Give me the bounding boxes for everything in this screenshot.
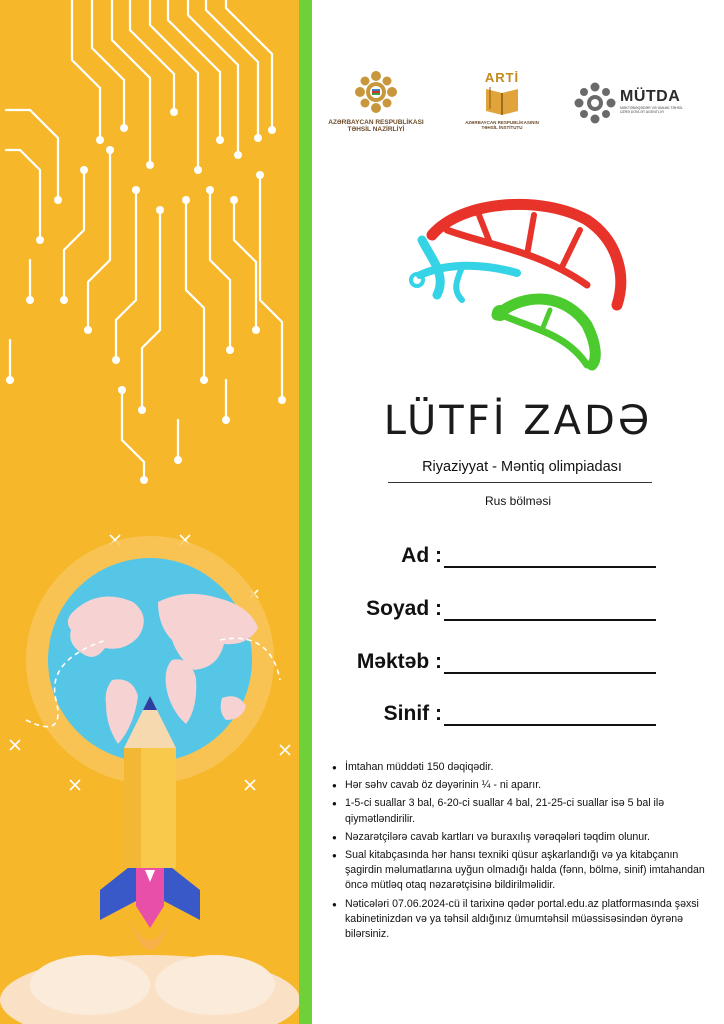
school-field[interactable] [312,650,724,680]
logos-row [312,70,724,150]
mutda-emblem-icon [574,82,616,124]
ministry-line1: AZƏRBAYCAN RESPUBLİKASI [328,119,424,126]
rule-item: ● Nəticələri 07.06.2024-cü il tarixinə qədər portal.edu.az platformasında şəxsi kabinetinizdən və ya təhsil aldığınız ümumtəhsil müəssisəsindən öyrənə bilərsiniz. [332,897,712,943]
name-label: Ad : [401,544,442,567]
rule-item: ● Hər səhv cavab öz dəyərinin ¼ - ni aparır. [332,778,712,793]
arti-line1: AZƏRBAYCAN RESPUBLİKASININ [465,120,539,125]
rule-item: ● İmtahan müddəti 150 dəqiqədir. [332,760,712,775]
school-line[interactable] [444,672,656,674]
arti-name: ARTİ [484,70,520,85]
circuit-nodes [6,108,286,484]
mutda-line2: ÜZRƏ DÖVLƏT AGENTLİYİ [620,110,665,114]
surname-label: Soyad : [366,597,442,620]
accent-bar [299,0,312,1024]
exam-rules-list [332,760,712,945]
arti-line2: TƏHSİL İNSTİTUTU [481,125,523,130]
ministry-line2: TƏHSİL NAZİRLİYİ [347,126,405,133]
cover-page [312,0,724,1024]
name-field[interactable] [312,544,724,574]
surname-line[interactable] [444,619,656,621]
rule-item: ● Sual kitabçasında hər hansı texniki qüsur aşkarlandığı və ya kitabçanın şagirdin məlumatlarına uyğun olmadığı halda (fənn, bölmə, sinif) imtahandan öncə mütləq otaq nəzarətçisinə bildirilməlidir. [332,848,712,894]
circuit-illustration [0,0,299,1024]
surname-field[interactable] [312,597,724,627]
rule-item: ● Nəzarətçilərə cavab kartları və buraxılış vərəqələri təqdim olunur. [332,830,712,845]
book-icon [482,85,522,115]
grade-field[interactable] [312,702,724,732]
grade-line[interactable] [444,724,656,726]
ministry-emblem-icon [354,70,398,114]
school-label: Məktəb : [356,650,442,673]
page-title: LÜTFİ ZADƏ [383,398,653,444]
page-subtitle: Riyaziyyat - Məntiq olimpiadası [422,459,622,475]
brain-leaf-logo-icon [312,185,724,385]
grade-label: Sinif : [383,702,442,725]
mutda-line1: MƏKTƏBƏQƏDƏR VƏ ÜMUMİ TƏHSİL [620,106,683,110]
section-label: Rus bölməsi [484,494,552,508]
subtitle-divider [388,482,652,483]
ministry-logo [326,70,426,133]
rule-item: ● 1-5-ci suallar 3 bal, 6-20-ci suallar 4 bal, 21-25-ci suallar isə 5 bal ilə qiymətləndirilir. [332,796,712,826]
arti-logo [452,70,552,130]
decorative-panel [0,0,299,1024]
mutda-name: MÜTDA [620,88,681,105]
name-line[interactable] [444,566,656,568]
